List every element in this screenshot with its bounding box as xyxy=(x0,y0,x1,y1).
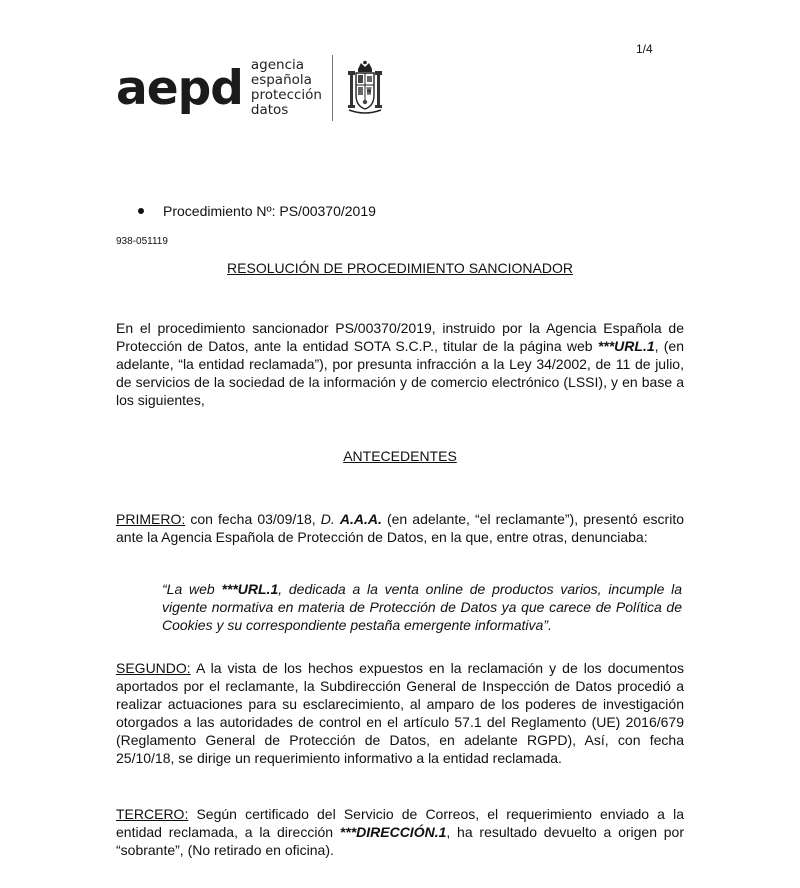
tercero-label: TERCERO: xyxy=(116,806,189,822)
complaint-quote xyxy=(162,580,682,634)
quote-url: ***URL.1 xyxy=(221,581,279,597)
logo-line: agencia xyxy=(250,57,305,73)
tercero-address: ***DIRECCIÓN.1 xyxy=(339,824,447,840)
logo-line: española xyxy=(250,72,312,88)
page-number: 1/4 xyxy=(636,42,653,56)
tercero-text-end: , ha resultado devuelto a origen por “sobrante”, (No retirado en oficina). xyxy=(116,824,684,858)
document-reference: 938-051119 xyxy=(116,236,168,247)
segundo-paragraph xyxy=(116,659,684,767)
procedure-number-item xyxy=(138,203,376,219)
intro-text-end: , (en adelante, “la entidad reclamada”), por presunta infracción a la Ley 34/2002, de 11 de julio, de servicios de la sociedad de la información y de comercio electrónico (LSSI), y en base a los siguientes, xyxy=(116,338,685,408)
document-title: RESOLUCIÓN DE PROCEDIMIENTO SANCIONADOR xyxy=(227,260,573,276)
primero-paragraph xyxy=(116,510,684,546)
primero-label: PRIMERO: xyxy=(116,511,186,527)
segundo-label: SEGUNDO: xyxy=(116,660,191,676)
primero-text: con fecha 03/09/18, xyxy=(185,511,321,527)
tercero-paragraph xyxy=(116,805,684,859)
primero-title: D. xyxy=(320,511,340,527)
quote-text-end: , dedicada a la venta online de productos varios, incumple la vigente normativa en materia de Protección de Datos ya que carece de Política de Cookies y su correspondiente pestaña emergente informativa”. xyxy=(162,581,683,633)
bullet-icon xyxy=(138,208,144,214)
antecedentes-heading: ANTECEDENTES xyxy=(343,448,457,464)
spain-coat-of-arms-icon xyxy=(347,60,383,116)
quote-text: “La web xyxy=(162,581,222,597)
logo-agency-name xyxy=(251,58,322,118)
aepd-logo xyxy=(116,55,383,121)
logo-line: datos xyxy=(250,102,289,118)
intro-url: ***URL.1 xyxy=(597,338,655,354)
procedure-number: Procedimiento Nº: PS/00370/2019 xyxy=(163,203,376,219)
claimant-name: A.A.A. xyxy=(339,511,382,527)
intro-paragraph xyxy=(116,319,684,409)
segundo-text: A la vista de los hechos expuestos en la reclamación y de los documentos aportados por el reclamante, la Subdirección General de Inspección de Datos procedió a realizar actuaciones para su esclarecimiento, al amparo de los poderes de investigación otorgados a las autoridades de control en el artículo 57.1 del Reglamento (UE) 2016/679 (Reglamento General de Protección de Datos, en adelante RGPD), Así, con fecha 25/10/18, se dirige un requerimiento informativo a la entidad reclamada. xyxy=(116,660,684,766)
tercero-text: Según certificado del Servicio de Correos, el requerimiento enviado a la entidad reclamada, a la dirección xyxy=(116,806,684,840)
logo-divider xyxy=(332,55,333,121)
primero-text-end: (en adelante, “el reclamante”), presentó escrito ante la Agencia Española de Protección de Datos, en la que, entre otras, denunciaba: xyxy=(116,511,684,545)
logo-line: protección xyxy=(250,87,322,103)
intro-text: En el procedimiento sancionador PS/00370/2019, instruido por la Agencia Española de Protección de Datos, ante la entidad SOTA S.C.P., titular de la página web xyxy=(116,320,684,354)
logo-wordmark: aepd xyxy=(116,60,243,116)
